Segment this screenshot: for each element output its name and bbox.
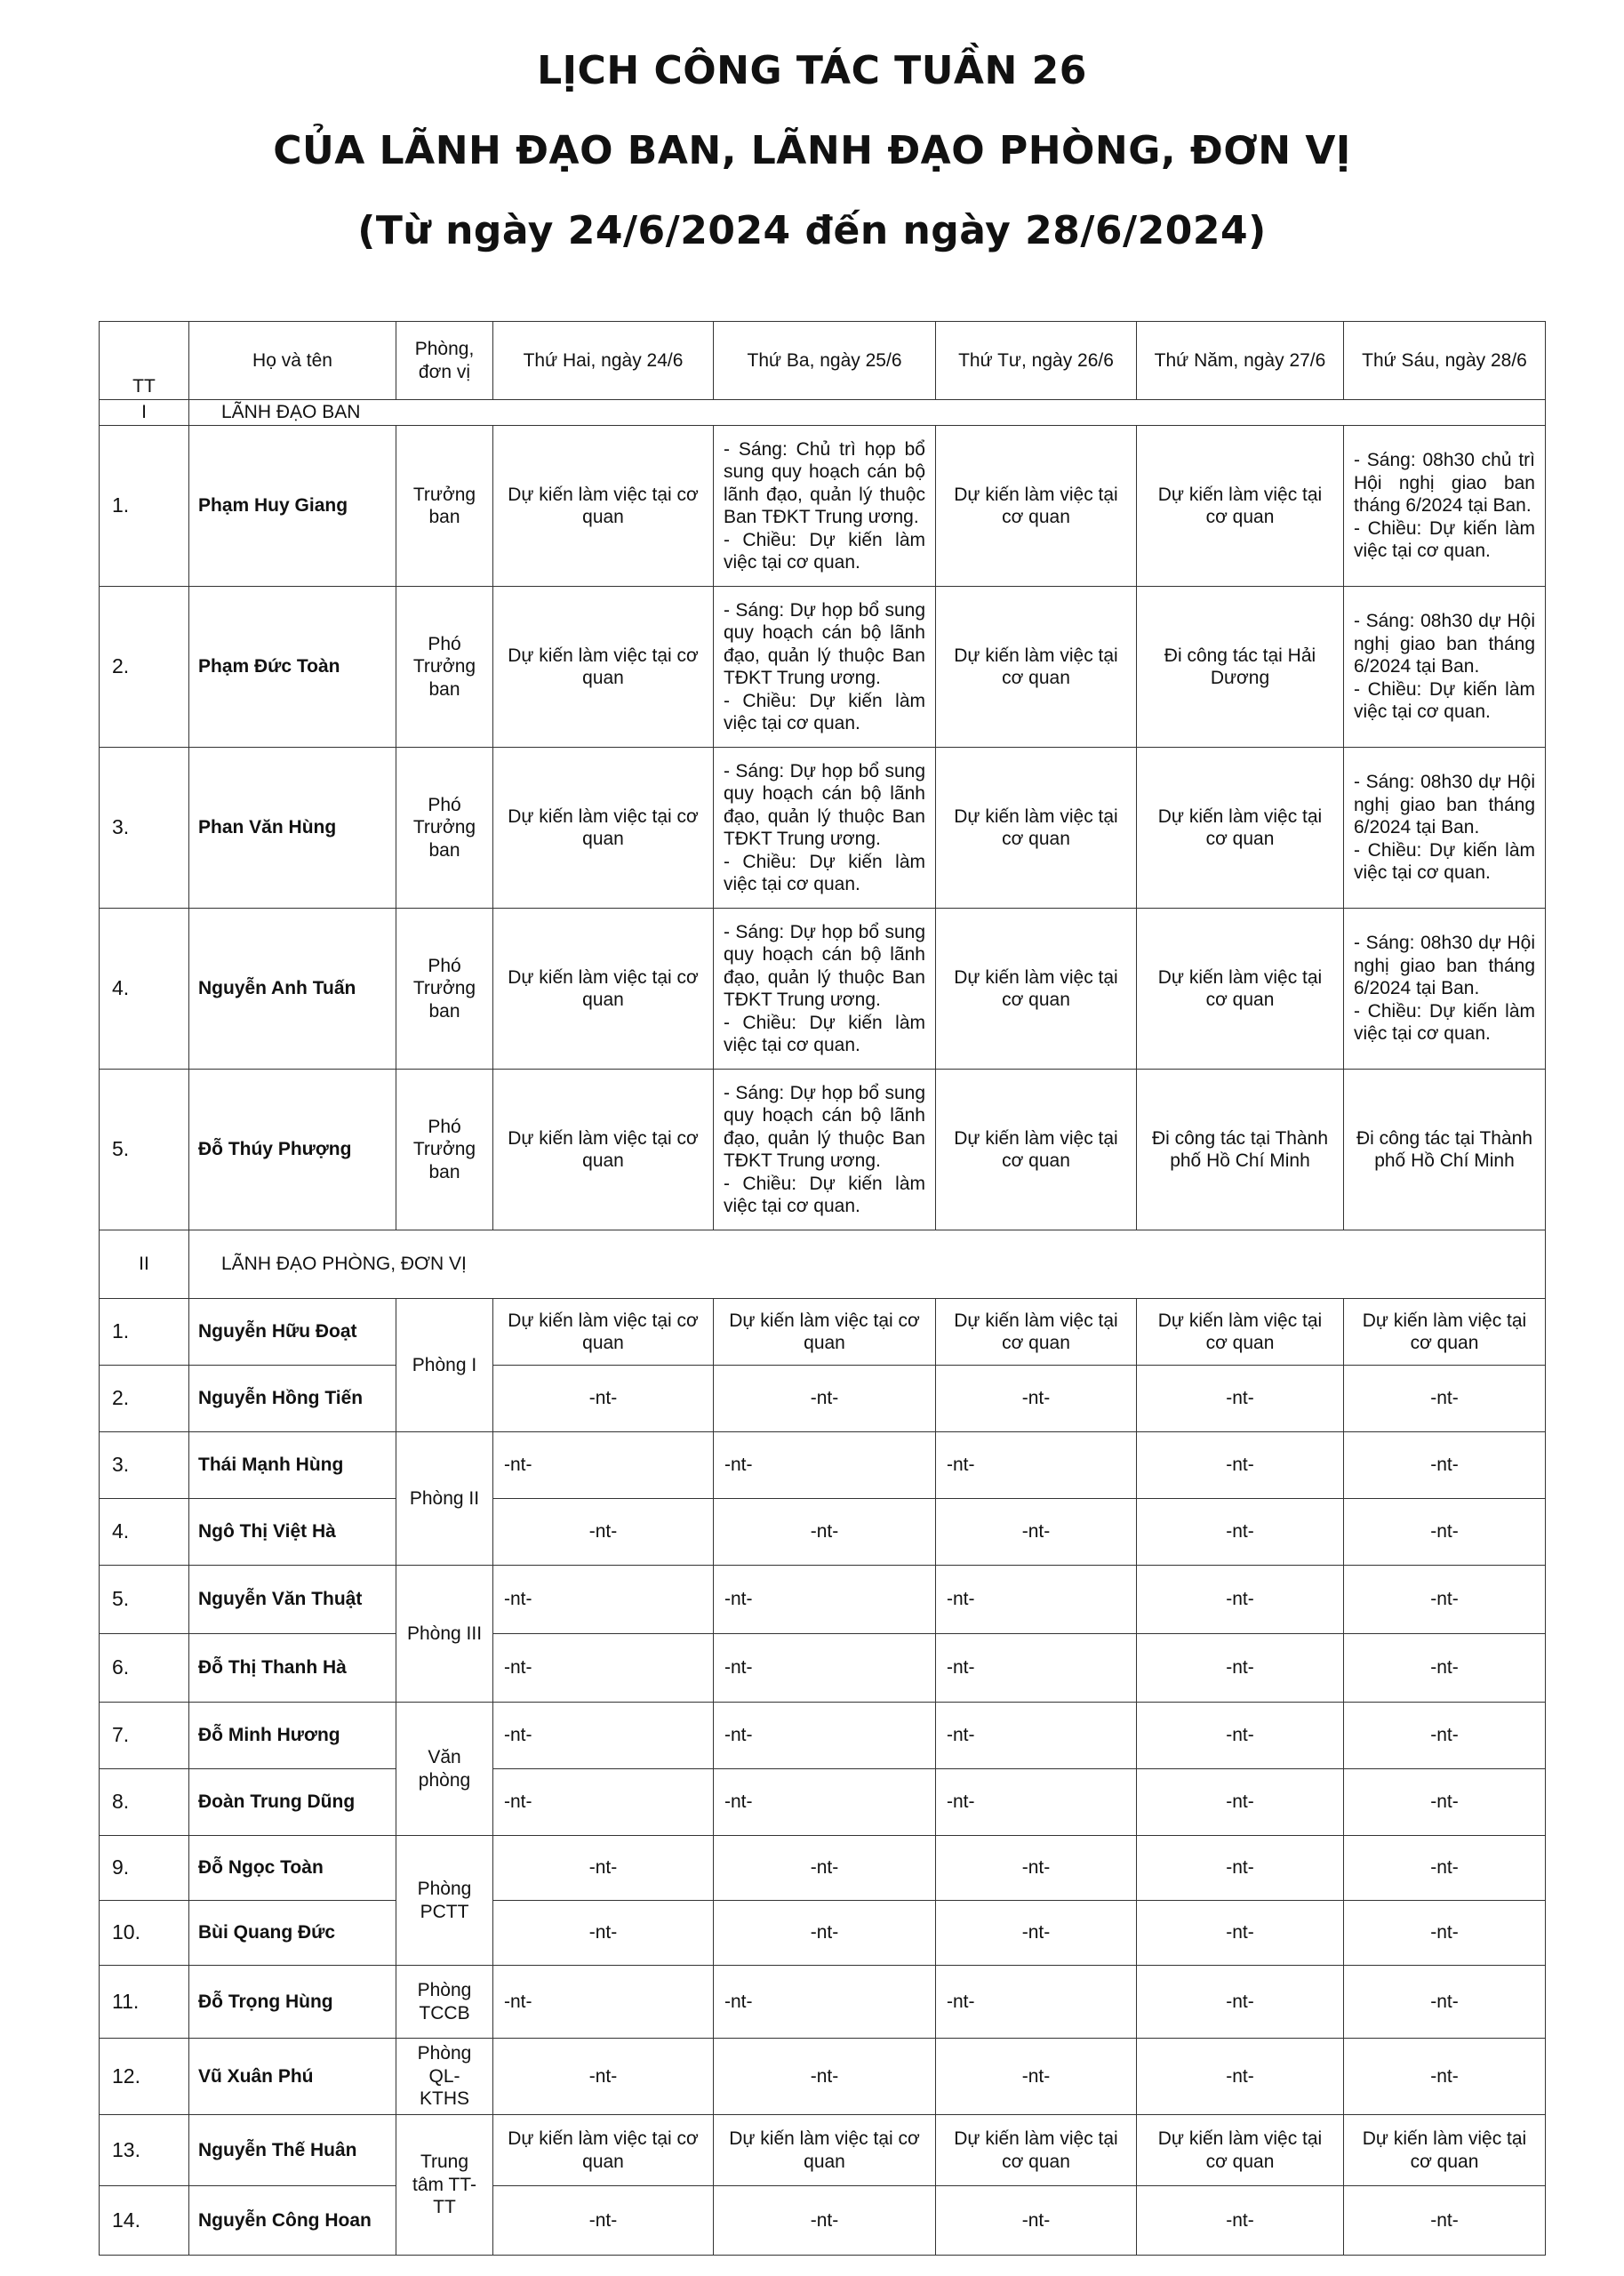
section-row: [100, 400, 1546, 426]
wed-cell: -nt-: [936, 1432, 1137, 1499]
table-row: [100, 2039, 1546, 2115]
fri-cell: -nt-: [1344, 1366, 1546, 1432]
section-number: II: [100, 1230, 189, 1299]
thu-cell: -nt-: [1137, 1366, 1344, 1432]
header-mon: Thứ Hai, ngày 24/6: [493, 322, 714, 400]
mon-cell: -nt-: [493, 1836, 714, 1901]
thu-cell: -nt-: [1137, 1836, 1344, 1901]
thu-cell: Đi công tác tại Thành phố Hồ Chí Minh: [1137, 1070, 1344, 1230]
wed-cell: -nt-: [936, 1566, 1137, 1634]
row-number: 1.: [100, 426, 189, 587]
person-name: Nguyễn Văn Thuật: [189, 1566, 396, 1634]
tue-cell: -nt-: [714, 1499, 936, 1566]
fri-cell: Dự kiến làm việc tại cơ quan: [1344, 2115, 1546, 2186]
table-row: [100, 426, 1546, 587]
section-number: I: [100, 400, 189, 426]
thu-cell: -nt-: [1137, 1769, 1344, 1836]
unit-cell: Phòng PCTT: [396, 1836, 493, 1966]
wed-cell: -nt-: [936, 1703, 1137, 1769]
fri-cell: -nt-: [1344, 1566, 1546, 1634]
tue-cell: -nt-: [714, 1432, 936, 1499]
mon-cell: -nt-: [493, 1966, 714, 2039]
table-row: [100, 1566, 1546, 1634]
tue-cell: Dự kiến làm việc tại cơ quan: [714, 2115, 936, 2186]
mon-cell: -nt-: [493, 2039, 714, 2115]
person-name: Ngô Thị Việt Hà: [189, 1499, 396, 1566]
thu-cell: -nt-: [1137, 1499, 1344, 1566]
unit-cell: Văn phòng: [396, 1703, 493, 1836]
wed-cell: Dự kiến làm việc tại cơ quan: [936, 1070, 1137, 1230]
wed-cell: -nt-: [936, 1366, 1137, 1432]
header-thu: Thứ Năm, ngày 27/6: [1137, 322, 1344, 400]
thu-cell: -nt-: [1137, 1966, 1344, 2039]
tue-cell: -nt-: [714, 1366, 936, 1432]
person-name: Nguyễn Anh Tuấn: [189, 909, 396, 1070]
table-row: [100, 1432, 1546, 1499]
table-row: [100, 1299, 1546, 1366]
header-fri: Thứ Sáu, ngày 28/6: [1344, 322, 1546, 400]
table-row: [100, 587, 1546, 748]
table-row: [100, 2115, 1546, 2186]
thu-cell: -nt-: [1137, 1566, 1344, 1634]
row-number: 14.: [100, 2186, 189, 2256]
mon-cell: -nt-: [493, 2186, 714, 2256]
fri-cell: -nt-: [1344, 2039, 1546, 2115]
person-name: Đỗ Trọng Hùng: [189, 1966, 396, 2039]
row-number: 8.: [100, 1769, 189, 1836]
fri-cell: -nt-: [1344, 2186, 1546, 2256]
unit-cell: Phó Trưởng ban: [396, 587, 493, 748]
fri-cell: - Sáng: 08h30 dự Hội nghị giao ban tháng 6/2024 tại Ban. - Chiều: Dự kiến làm việc tại cơ quan.: [1344, 587, 1546, 748]
thu-cell: -nt-: [1137, 2039, 1344, 2115]
mon-cell: -nt-: [493, 1432, 714, 1499]
row-number: 1.: [100, 1299, 189, 1366]
table-row: [100, 1703, 1546, 1769]
unit-cell: Trung tâm TT-TT: [396, 2115, 493, 2256]
mon-cell: -nt-: [493, 1366, 714, 1432]
unit-cell: Phó Trưởng ban: [396, 748, 493, 909]
header-row: [100, 322, 1546, 400]
person-name: Đỗ Thúy Phượng: [189, 1070, 396, 1230]
row-number: 13.: [100, 2115, 189, 2186]
wed-cell: -nt-: [936, 2186, 1137, 2256]
row-number: 12.: [100, 2039, 189, 2115]
thu-cell: Đi công tác tại Hải Dương: [1137, 587, 1344, 748]
person-name: Phạm Huy Giang: [189, 426, 396, 587]
mon-cell: Dự kiến làm việc tại cơ quan: [493, 2115, 714, 2186]
table-row: [100, 1769, 1546, 1836]
row-number: 4.: [100, 909, 189, 1070]
person-name: Bùi Quang Đức: [189, 1901, 396, 1966]
table-row: [100, 1836, 1546, 1901]
tue-cell: - Sáng: Dự họp bổ sung quy hoạch cán bộ lãnh đạo, quản lý thuộc Ban TĐKT Trung ương. - Chiều: Dự kiến làm việc tại cơ quan.: [714, 1070, 936, 1230]
tue-cell: - Sáng: Dự họp bổ sung quy hoạch cán bộ lãnh đạo, quản lý thuộc Ban TĐKT Trung ương. - Chiều: Dự kiến làm việc tại cơ quan.: [714, 909, 936, 1070]
row-number: 4.: [100, 1499, 189, 1566]
fri-cell: Đi công tác tại Thành phố Hồ Chí Minh: [1344, 1070, 1546, 1230]
tue-cell: -nt-: [714, 1836, 936, 1901]
row-number: 7.: [100, 1703, 189, 1769]
thu-cell: -nt-: [1137, 1703, 1344, 1769]
row-number: 5.: [100, 1566, 189, 1634]
tue-cell: -nt-: [714, 1901, 936, 1966]
unit-cell: Phòng I: [396, 1299, 493, 1432]
header-unit: Phòng, đơn vị: [396, 322, 493, 400]
thu-cell: Dự kiến làm việc tại cơ quan: [1137, 2115, 1344, 2186]
mon-cell: -nt-: [493, 1901, 714, 1966]
fri-cell: -nt-: [1344, 1634, 1546, 1703]
row-number: 6.: [100, 1634, 189, 1703]
wed-cell: -nt-: [936, 1634, 1137, 1703]
row-number: 10.: [100, 1901, 189, 1966]
person-name: Đỗ Ngọc Toàn: [189, 1836, 396, 1901]
mon-cell: Dự kiến làm việc tại cơ quan: [493, 587, 714, 748]
person-name: Đỗ Thị Thanh Hà: [189, 1634, 396, 1703]
wed-cell: Dự kiến làm việc tại cơ quan: [936, 426, 1137, 587]
tue-cell: - Sáng: Chủ trì họp bổ sung quy hoạch cán bộ lãnh đạo, quản lý thuộc Ban TĐKT Trung ương. - Chiều: Dự kiến làm việc tại cơ quan.: [714, 426, 936, 587]
table-row: [100, 909, 1546, 1070]
person-name: Nguyễn Hồng Tiến: [189, 1366, 396, 1432]
fri-cell: - Sáng: 08h30 dự Hội nghị giao ban tháng 6/2024 tại Ban. - Chiều: Dự kiến làm việc tại cơ quan.: [1344, 748, 1546, 909]
fri-cell: -nt-: [1344, 1769, 1546, 1836]
fri-cell: - Sáng: 08h30 chủ trì Hội nghị giao ban tháng 6/2024 tại Ban. - Chiều: Dự kiến làm việc tại cơ quan.: [1344, 426, 1546, 587]
tue-cell: -nt-: [714, 2186, 936, 2256]
wed-cell: Dự kiến làm việc tại cơ quan: [936, 1299, 1137, 1366]
wed-cell: -nt-: [936, 1836, 1137, 1901]
person-name: Đỗ Minh Hương: [189, 1703, 396, 1769]
mon-cell: -nt-: [493, 1566, 714, 1634]
fri-cell: -nt-: [1344, 1836, 1546, 1901]
fri-cell: Dự kiến làm việc tại cơ quan: [1344, 1299, 1546, 1366]
mon-cell: -nt-: [493, 1499, 714, 1566]
title-line-3: (Từ ngày 24/6/2024 đến ngày 28/6/2024): [357, 208, 1267, 253]
mon-cell: Dự kiến làm việc tại cơ quan: [493, 426, 714, 587]
fri-cell: -nt-: [1344, 1966, 1546, 2039]
thu-cell: -nt-: [1137, 1634, 1344, 1703]
row-number: 3.: [100, 1432, 189, 1499]
header-tue: Thứ Ba, ngày 25/6: [714, 322, 936, 400]
person-name: Đoàn Trung Dũng: [189, 1769, 396, 1836]
table-row: [100, 1966, 1546, 2039]
person-name: Thái Mạnh Hùng: [189, 1432, 396, 1499]
tue-cell: -nt-: [714, 1769, 936, 1836]
header-name: Họ và tên: [189, 322, 396, 400]
person-name: Nguyễn Thế Huân: [189, 2115, 396, 2186]
table-row: [100, 1070, 1546, 1230]
mon-cell: -nt-: [493, 1634, 714, 1703]
unit-cell: Phó Trưởng ban: [396, 1070, 493, 1230]
table-row: [100, 1499, 1546, 1566]
unit-cell: Phòng II: [396, 1432, 493, 1566]
mon-cell: -nt-: [493, 1703, 714, 1769]
fri-cell: -nt-: [1344, 1499, 1546, 1566]
wed-cell: Dự kiến làm việc tại cơ quan: [936, 2115, 1137, 2186]
row-number: 2.: [100, 1366, 189, 1432]
wed-cell: Dự kiến làm việc tại cơ quan: [936, 909, 1137, 1070]
mon-cell: Dự kiến làm việc tại cơ quan: [493, 1070, 714, 1230]
person-name: Vũ Xuân Phú: [189, 2039, 396, 2115]
tue-cell: -nt-: [714, 1703, 936, 1769]
tue-cell: Dự kiến làm việc tại cơ quan: [714, 1299, 936, 1366]
thu-cell: -nt-: [1137, 1432, 1344, 1499]
unit-cell: Phòng III: [396, 1566, 493, 1703]
mon-cell: Dự kiến làm việc tại cơ quan: [493, 1299, 714, 1366]
wed-cell: -nt-: [936, 2039, 1137, 2115]
wed-cell: Dự kiến làm việc tại cơ quan: [936, 748, 1137, 909]
fri-cell: -nt-: [1344, 1703, 1546, 1769]
table-row: [100, 1366, 1546, 1432]
tue-cell: - Sáng: Dự họp bổ sung quy hoạch cán bộ lãnh đạo, quản lý thuộc Ban TĐKT Trung ương. - Chiều: Dự kiến làm việc tại cơ quan.: [714, 748, 936, 909]
row-number: 2.: [100, 587, 189, 748]
section-title: LÃNH ĐẠO BAN: [189, 400, 1546, 426]
document-title: [0, 44, 1624, 284]
title-line-1: LỊCH CÔNG TÁC TUẦN 26: [537, 48, 1087, 93]
mon-cell: Dự kiến làm việc tại cơ quan: [493, 909, 714, 1070]
wed-cell: -nt-: [936, 1499, 1137, 1566]
tue-cell: -nt-: [714, 2039, 936, 2115]
unit-cell: Phó Trưởng ban: [396, 909, 493, 1070]
person-name: Phan Văn Hùng: [189, 748, 396, 909]
person-name: Nguyễn Hữu Đoạt: [189, 1299, 396, 1366]
title-line-2: CỦA LÃNH ĐẠO BAN, LÃNH ĐẠO PHÒNG, ĐƠN VỊ: [273, 128, 1351, 173]
section-title: LÃNH ĐẠO PHÒNG, ĐƠN VỊ: [189, 1230, 1546, 1299]
wed-cell: -nt-: [936, 1966, 1137, 2039]
table-row: [100, 1634, 1546, 1703]
schedule-table: [99, 321, 1546, 2256]
section-row: [100, 1230, 1546, 1299]
thu-cell: -nt-: [1137, 2186, 1344, 2256]
row-number: 3.: [100, 748, 189, 909]
person-name: Nguyễn Công Hoan: [189, 2186, 396, 2256]
mon-cell: -nt-: [493, 1769, 714, 1836]
tue-cell: -nt-: [714, 1566, 936, 1634]
person-name: Phạm Đức Toàn: [189, 587, 396, 748]
thu-cell: Dự kiến làm việc tại cơ quan: [1137, 909, 1344, 1070]
thu-cell: Dự kiến làm việc tại cơ quan: [1137, 1299, 1344, 1366]
unit-cell: Phòng TCCB: [396, 1966, 493, 2039]
tue-cell: -nt-: [714, 1966, 936, 2039]
row-number: 9.: [100, 1836, 189, 1901]
thu-cell: Dự kiến làm việc tại cơ quan: [1137, 426, 1344, 587]
wed-cell: -nt-: [936, 1901, 1137, 1966]
mon-cell: Dự kiến làm việc tại cơ quan: [493, 748, 714, 909]
row-number: 11.: [100, 1966, 189, 2039]
fri-cell: -nt-: [1344, 1432, 1546, 1499]
table-row: [100, 1901, 1546, 1966]
row-number: 5.: [100, 1070, 189, 1230]
table-row: [100, 748, 1546, 909]
unit-cell: Phòng QL-KTHS: [396, 2039, 493, 2115]
wed-cell: -nt-: [936, 1769, 1137, 1836]
tue-cell: -nt-: [714, 1634, 936, 1703]
tue-cell: - Sáng: Dự họp bổ sung quy hoạch cán bộ lãnh đạo, quản lý thuộc Ban TĐKT Trung ương. - Chiều: Dự kiến làm việc tại cơ quan.: [714, 587, 936, 748]
thu-cell: -nt-: [1137, 1901, 1344, 1966]
fri-cell: -nt-: [1344, 1901, 1546, 1966]
table-row: [100, 2186, 1546, 2256]
header-wed: Thứ Tư, ngày 26/6: [936, 322, 1137, 400]
thu-cell: Dự kiến làm việc tại cơ quan: [1137, 748, 1344, 909]
unit-cell: Trưởng ban: [396, 426, 493, 587]
fri-cell: - Sáng: 08h30 dự Hội nghị giao ban tháng 6/2024 tại Ban. - Chiều: Dự kiến làm việc tại cơ quan.: [1344, 909, 1546, 1070]
header-tt: TT: [100, 322, 189, 400]
wed-cell: Dự kiến làm việc tại cơ quan: [936, 587, 1137, 748]
